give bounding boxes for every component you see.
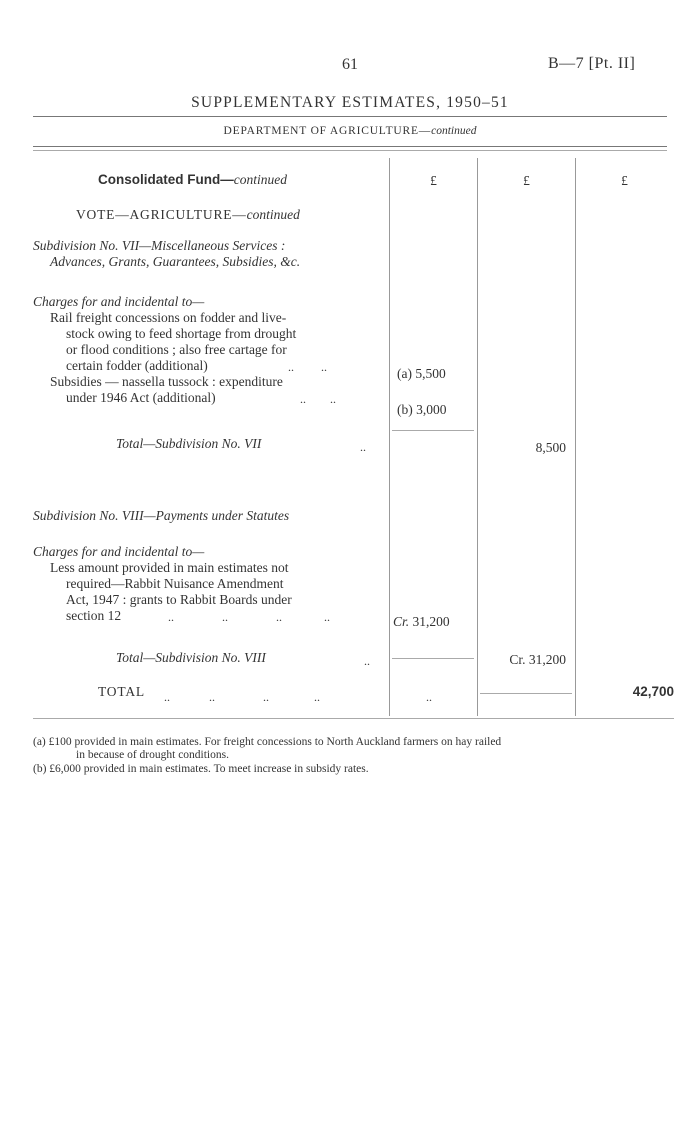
footnote-a-cont: in because of drought conditions. — [76, 749, 229, 761]
subtotal-rule — [392, 430, 474, 431]
subdivision-8-total-amount: Cr. 31,200 — [509, 652, 566, 667]
grand-total-amount: 42,700 — [632, 684, 674, 699]
subdivision-7-item-2-line: Subsidies — nassella tussock : expenditure — [50, 374, 283, 389]
subdivision-7-title-cont: Advances, Grants, Guarantees, Subsidies, &c. — [50, 254, 301, 269]
fund-heading: Consolidated Fund—continued — [98, 172, 287, 187]
leader-dots: .. — [364, 654, 370, 668]
leader-dots: .. — [426, 690, 432, 704]
subdivision-7-item-1-line: certain fodder (additional) — [66, 358, 208, 373]
subdivision-7-total-label: Total—Subdivision No. VII — [116, 436, 262, 451]
leader-dots: .. .. — [288, 360, 327, 374]
leader-dots: .. — [360, 440, 366, 454]
column-header-3: £ — [621, 173, 628, 188]
subdivision-7-item-2-line: under 1946 Act (additional) — [66, 390, 216, 405]
subdivision-8-charges-heading: Charges for and incidental to— — [33, 544, 205, 559]
subdivision-7-charges-heading: Charges for and incidental to— — [33, 294, 205, 309]
column-divider-3 — [575, 158, 576, 716]
total-rule — [480, 693, 572, 694]
subdivision-8-item-1-line: required—Rabbit Nuisance Amendment — [66, 576, 284, 591]
subtotal-rule — [392, 658, 474, 659]
header-rule — [33, 146, 667, 147]
leader-dots: .. .. — [300, 392, 336, 406]
subdivision-8-item-1-line: section 12 — [66, 608, 122, 623]
subdivision-7-item-1-line: or flood conditions ; also free cartage for — [66, 342, 287, 357]
column-header-2: £ — [523, 173, 530, 188]
grand-total-label: TOTAL — [98, 684, 145, 699]
subdivision-8-item-1-line: Less amount provided in main estimates not — [50, 560, 289, 575]
column-divider-2 — [477, 158, 478, 716]
page-reference: B—7 [Pt. II] — [548, 55, 636, 72]
subdivision-7-item-2-amount: (b) 3,000 — [397, 402, 447, 417]
subdivision-7-item-1-line: stock owing to feed shortage from drought — [66, 326, 297, 341]
column-divider-1 — [389, 158, 390, 716]
page-number: 61 — [342, 56, 358, 73]
subdivision-8-item-1-line: Act, 1947 : grants to Rabbit Boards under — [66, 592, 292, 607]
department-title: DEPARTMENT OF AGRICULTURE—continued — [223, 125, 477, 137]
leader-dots: .. .. .. .. — [168, 610, 330, 624]
title-rule — [33, 116, 667, 117]
page-title: SUPPLEMENTARY ESTIMATES, 1950–51 — [191, 94, 509, 111]
subdivision-8-title: Subdivision No. VIII—Payments under Statutes — [33, 508, 290, 523]
footnote-b: (b) £6,000 provided in main estimates. To meet increase in subsidy rates. — [33, 763, 369, 775]
subdivision-8-total-label: Total—Subdivision No. VIII — [116, 650, 266, 665]
vote-heading: VOTE—AGRICULTURE—continued — [76, 207, 300, 222]
subdivision-8-item-1-amount: Cr. 31,200 — [393, 614, 450, 629]
leader-dots: .. .. .. .. — [164, 690, 320, 704]
header-rule-double — [33, 150, 667, 151]
subdivision-7-total-amount: 8,500 — [535, 440, 566, 455]
subdivision-7-item-1-amount: (a) 5,500 — [397, 366, 446, 381]
subdivision-7-title: Subdivision No. VII—Miscellaneous Services : — [33, 238, 286, 253]
table-bottom-rule — [33, 718, 674, 719]
column-header-1: £ — [430, 173, 437, 188]
footnote-a: (a) £100 provided in main estimates. For freight concessions to North Auckland farmers on hay railed — [33, 736, 502, 748]
subdivision-7-item-1-line: Rail freight concessions on fodder and live- — [50, 310, 287, 325]
